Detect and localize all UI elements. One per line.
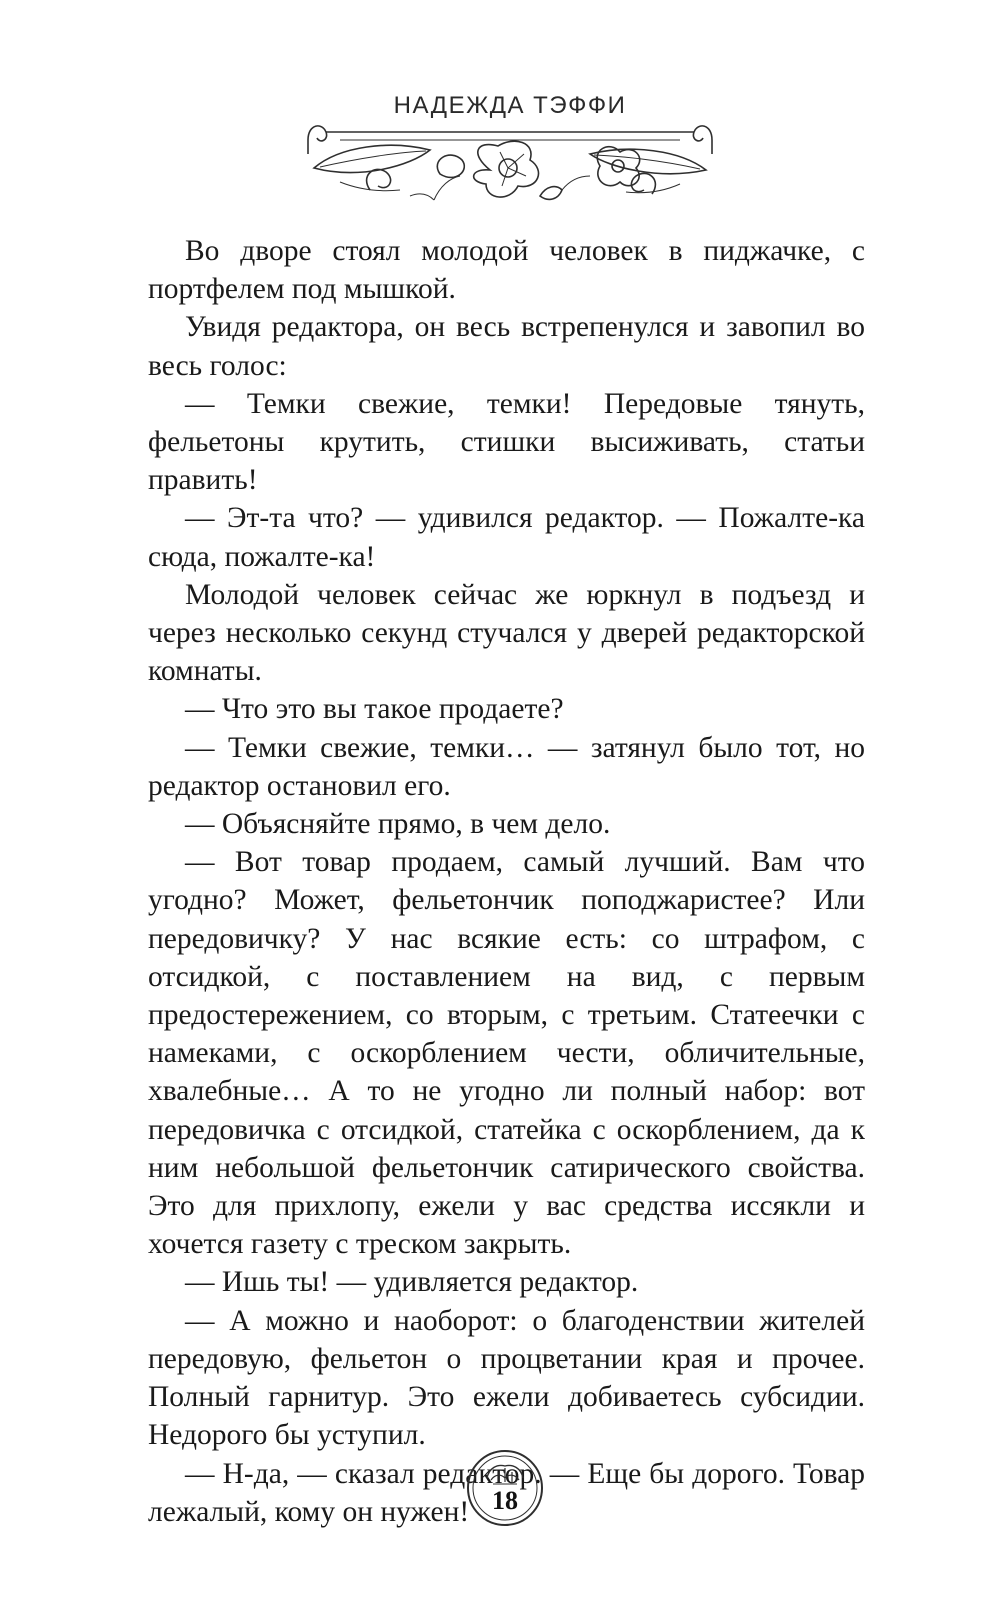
paragraph: — Н-да, — сказал редактор. — Еще бы дорого. Товар лежалый, кому он нужен! <box>148 1457 865 1528</box>
paragraph: — Что это вы такое продаете? <box>185 693 564 726</box>
paragraph: — Ишь ты! — удивляется редактор. <box>185 1266 639 1299</box>
paragraph: — Объясняйте прямо, в чем дело. <box>185 808 611 841</box>
running-title: НАДЕЖДА ТЭФФИ <box>393 92 627 119</box>
floral-ornament-icon <box>300 110 720 210</box>
paragraph: Молодой человек сейчас же юркнул в подъезд и через несколько секунд стучался у дверей редакторской комнаты. <box>148 578 865 688</box>
paragraph: — Вот товар продаем, самый лучший. Вам что угодно? Может, фельетончик поподжаристее? Или передовичку? У нас всякие есть: со штрафом, с отсидкой, с поставлением на вид, с первым предостережением, со вторым, с третьим. Статеечки с намеками, с оскорблением чести, обличительные, хвалебные… А то не угодно ли полный набор: вот передовичка с отсидкой, статейка с оскорблением, да к ним небольшой фельетончик сатирического свойства. Это для прихлопу, ежели у вас средства иссякли и хочется газету с треском закрыть. <box>148 846 865 1261</box>
paragraph: — А можно и наоборот: о благоденствии жителей передовую, фельетон о процветании края и прочее. Полный гарнитур. Это ежели добиваетесь субсидии. Недорого бы уступил. <box>148 1304 865 1452</box>
page-number: 18 <box>492 1486 518 1515</box>
paragraph: — Эт-та что? — удивился редактор. — Пожалте-ка сюда, пожалте-ка! <box>148 502 865 573</box>
page-number-badge <box>465 1448 545 1528</box>
paragraph: Во дворе стоял молодой человек в пиджачке, с портфелем под мышкой. <box>148 235 865 306</box>
paragraph: — Темки свежие, темки! Передовые тянуть, фельетоны крутить, стишки высиживать, статьи править! <box>148 387 865 497</box>
paragraph: Увидя редактора, он весь встрепенулся и завопил во весь голос: <box>148 311 865 382</box>
paragraph: — Темки свежие, темки… — затянул было тот, но редактор остановил его. <box>148 731 865 802</box>
body-text <box>148 232 865 1531</box>
